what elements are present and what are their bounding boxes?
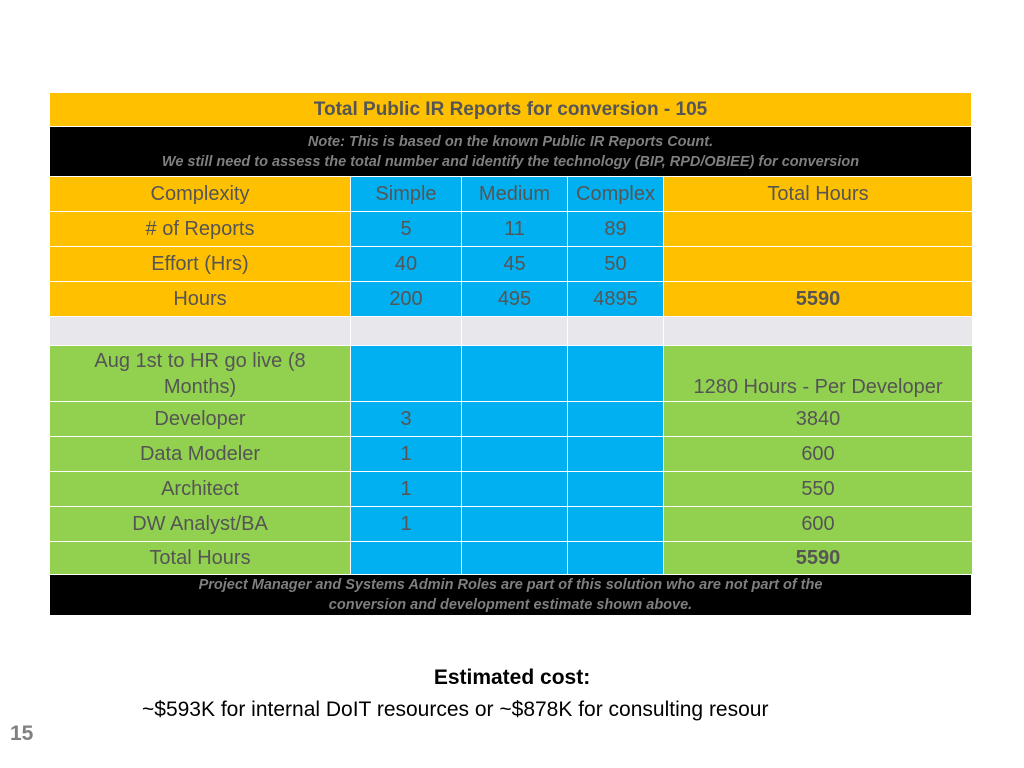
header-medium: Medium	[462, 177, 568, 212]
role-developer: Developer	[50, 402, 351, 437]
total-row	[50, 542, 972, 575]
role-dw-analyst-hours: 600	[664, 507, 972, 542]
effort-total	[664, 247, 972, 282]
role-data-modeler-count: 1	[351, 437, 462, 472]
effort-label: Effort (Hrs)	[50, 247, 351, 282]
empty-cell	[568, 472, 664, 507]
empty-cell	[462, 507, 568, 542]
table-row	[50, 247, 972, 282]
role-data-modeler: Data Modeler	[50, 437, 351, 472]
role-architect-hours: 550	[664, 472, 972, 507]
role-developer-hours: 3840	[664, 402, 972, 437]
period-simple	[351, 346, 462, 402]
period-complex	[568, 346, 664, 402]
empty-cell	[462, 437, 568, 472]
footer-note	[50, 575, 972, 616]
table-title: Total Public IR Reports for conversion - 105	[50, 93, 972, 127]
header-simple: Simple	[351, 177, 462, 212]
effort-medium: 45	[462, 247, 568, 282]
effort-simple: 40	[351, 247, 462, 282]
note-text	[50, 127, 972, 177]
total-hours-value: 5590	[664, 542, 972, 575]
empty-cell	[351, 542, 462, 575]
spacer-cell	[351, 317, 462, 346]
spacer-row	[50, 317, 972, 346]
hours-medium: 495	[462, 282, 568, 317]
hours-complex: 4895	[568, 282, 664, 317]
cost-heading: Estimated cost:	[433, 666, 591, 689]
table-row	[50, 402, 972, 437]
reports-medium: 11	[462, 212, 568, 247]
spacer-cell	[664, 317, 972, 346]
table-row	[50, 437, 972, 472]
total-hours-label: Total Hours	[50, 542, 351, 575]
footer-note-line-1: Project Manager and Systems Admin Roles are part of this solution who are not part of the	[198, 577, 823, 593]
effort-complex: 50	[568, 247, 664, 282]
header-total-hours: Total Hours	[664, 177, 972, 212]
empty-cell	[568, 507, 664, 542]
empty-cell	[462, 472, 568, 507]
hours-total: 5590	[664, 282, 972, 317]
period-row	[50, 346, 972, 402]
role-architect-count: 1	[351, 472, 462, 507]
role-architect: Architect	[50, 472, 351, 507]
note-row	[50, 127, 972, 177]
role-dw-analyst: DW Analyst/BA	[50, 507, 351, 542]
note-line-1: Note: This is based on the known Public IR Reports Count.	[307, 133, 714, 150]
header-row	[50, 177, 972, 212]
spacer-cell	[50, 317, 351, 346]
cost-text: ~$593K for internal DoIT resources or ~$878K for consulting resour	[142, 698, 769, 721]
table-row	[50, 212, 972, 247]
empty-cell	[568, 542, 664, 575]
hours-label: Hours	[50, 282, 351, 317]
reports-total	[664, 212, 972, 247]
period-medium	[462, 346, 568, 402]
role-data-modeler-hours: 600	[664, 437, 972, 472]
empty-cell	[462, 542, 568, 575]
header-complexity: Complexity	[50, 177, 351, 212]
empty-cell	[568, 437, 664, 472]
header-complex: Complex	[568, 177, 664, 212]
period-label	[50, 346, 351, 402]
note-line-2: We still need to assess the total number and identify the technology (BIP, RPD/OBIEE) for conversion	[161, 153, 860, 170]
role-developer-count: 3	[351, 402, 462, 437]
period-line-2: Months)	[163, 375, 237, 398]
hours-simple: 200	[351, 282, 462, 317]
spacer-cell	[568, 317, 664, 346]
reports-complex: 89	[568, 212, 664, 247]
table-row	[50, 282, 972, 317]
period-line-1: Aug 1st to HR go live (8	[94, 349, 306, 372]
per-developer-hours: 1280 Hours - Per Developer	[664, 346, 972, 402]
table-row	[50, 507, 972, 542]
spacer-cell	[462, 317, 568, 346]
reports-simple: 5	[351, 212, 462, 247]
empty-cell	[568, 402, 664, 437]
empty-cell	[462, 402, 568, 437]
page-number: 15	[10, 722, 34, 745]
table-row	[50, 472, 972, 507]
footer-note-line-2: conversion and development estimate shown above.	[328, 597, 693, 613]
footer-note-row	[50, 575, 972, 616]
role-dw-analyst-count: 1	[351, 507, 462, 542]
reports-label: # of Reports	[50, 212, 351, 247]
title-row	[50, 93, 972, 127]
